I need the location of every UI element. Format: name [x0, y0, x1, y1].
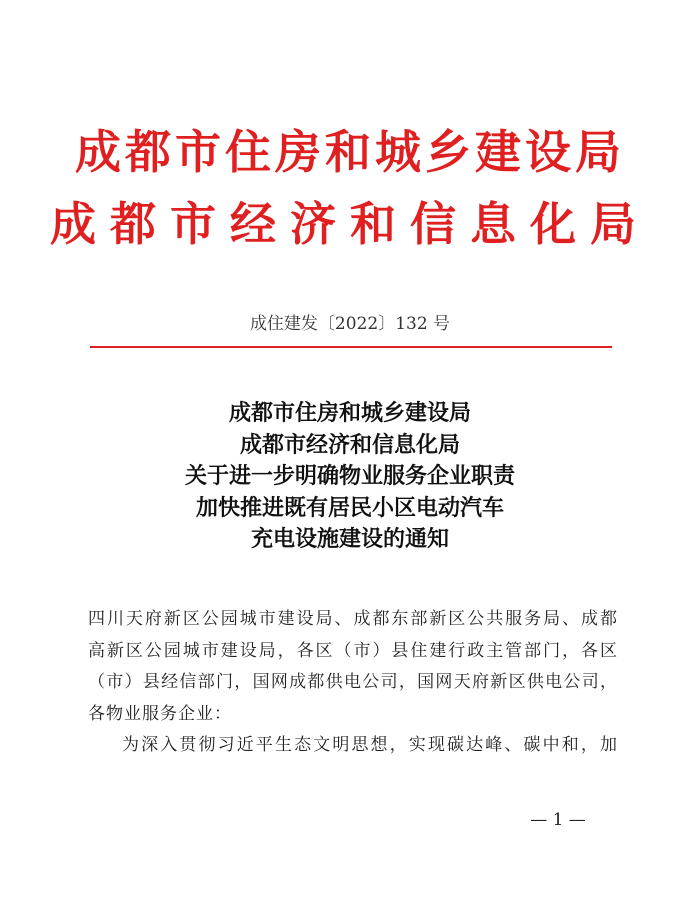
title-line: 成都市经济和信息化局: [239, 432, 460, 458]
document-title: [0, 398, 700, 556]
org-name-economy-bureau: 成都市经济和信息化局: [50, 197, 650, 251]
page-number: — 1 —: [530, 810, 586, 830]
title-line: 充电设施建设的通知: [250, 527, 449, 552]
addressee-line: 各物业服务企业：: [88, 703, 232, 724]
issuing-organization-header: [0, 116, 700, 260]
document-body: [88, 604, 618, 762]
addressee-line: 高新区公园城市建设局，各区（市）县住建行政主管部门，各区: [88, 640, 618, 661]
title-line: 关于进一步明确物业服务企业职责: [184, 464, 515, 489]
addressee-line: 四川天府新区公园城市建设局、成都东部新区公共服务局、成都: [88, 609, 618, 629]
red-divider-line: [90, 346, 612, 348]
document-number: 成住建发〔2022〕132 号: [249, 314, 451, 334]
org-name-housing-bureau: 成都市住房和城乡建设局: [75, 125, 625, 179]
title-line: 加快推进既有居民小区电动汽车: [195, 495, 504, 521]
title-line: 成都市住房和城乡建设局: [228, 401, 471, 426]
addressee-line: （市）县经信部门，国网成都供电公司，国网天府新区供电公司，: [88, 672, 618, 692]
paragraph-first-line: 为深入贯彻习近平生态文明思想，实现碳达峰、碳中和，加: [122, 735, 618, 755]
